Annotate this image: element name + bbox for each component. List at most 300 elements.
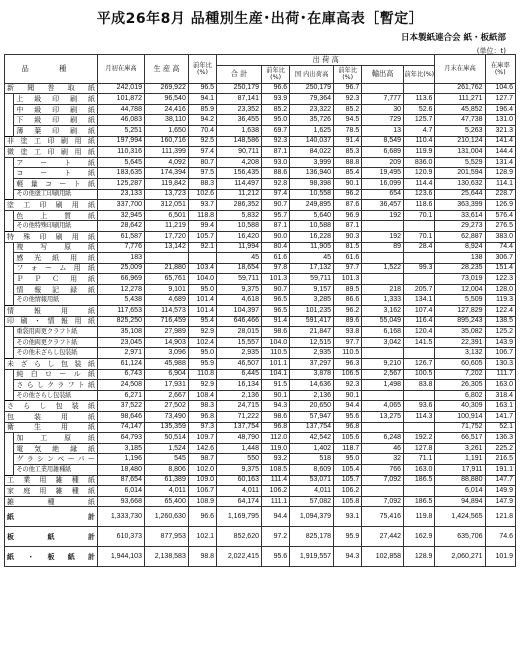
cell-production: 24,416 (144, 104, 188, 115)
cell-domestic: 37,297 (290, 359, 334, 370)
cell-domestic-yoy: 118.7 (334, 443, 362, 454)
table-row (5, 401, 516, 412)
cell-stock-ratio: 128.0 (485, 284, 515, 295)
cell-shipments-total: 9,375 (217, 284, 262, 295)
row-label: 塗 工 印 刷 用 紙 (5, 200, 98, 211)
cell-production: 114,573 (144, 306, 188, 317)
cell-export: 218 (362, 284, 404, 295)
cell-end-stock: 363,399 (435, 200, 485, 211)
cell-domestic: 21,847 (290, 327, 334, 338)
cell-prev-month-stock: 242,019 (97, 83, 144, 94)
indent-spacer (5, 295, 14, 306)
cell-domestic: 136,940 (290, 168, 334, 179)
cell-prev-month-stock: 24,508 (97, 380, 144, 391)
cell-production-yoy: 105.7 (188, 231, 216, 242)
table-row (5, 189, 516, 200)
indent-spacer (5, 433, 14, 444)
cell-end-stock: 3,261 (435, 443, 485, 454)
cell-export (362, 348, 404, 359)
cell-export-yoy (404, 83, 435, 94)
cell-stock-ratio: 143.9 (485, 337, 515, 348)
row-label: その他特殊印刷用紙 (14, 221, 98, 232)
cell-export-yoy (404, 486, 435, 497)
cell-stock-ratio: 163.0 (485, 380, 515, 391)
row-label: 工 業 用 雑 種 紙 (5, 475, 98, 486)
cell-domestic: 250,179 (290, 83, 334, 94)
cell-export: 3,042 (362, 337, 404, 348)
cell-shipments-total-yoy: 95.7 (261, 210, 289, 221)
cell-production-yoy: 80.7 (188, 157, 216, 168)
indent-spacer (5, 125, 14, 136)
cell-domestic-yoy: 94.3 (334, 547, 362, 567)
indent-spacer (5, 274, 14, 285)
organization-name: 日本製紙連合会 紙・板紙部 (401, 33, 506, 43)
cell-shipments-total-yoy: 94.3 (261, 401, 289, 412)
cell-export-yoy: 836.0 (404, 157, 435, 168)
production-table (4, 54, 516, 567)
cell-domestic-yoy: 105.4 (334, 464, 362, 475)
indent-spacer (5, 221, 14, 232)
cell-export-yoy: 83.8 (404, 380, 435, 391)
cell-shipments-total-yoy: 119.0 (261, 443, 289, 454)
cell-shipments-total-yoy: 85.2 (261, 104, 289, 115)
cell-export-yoy (404, 348, 435, 359)
row-label: 色 上 質 紙 (14, 210, 98, 221)
cell-production: 160,716 (144, 136, 188, 147)
cell-export: 46 (362, 443, 404, 454)
cell-domestic: 1,919,557 (290, 547, 334, 567)
cell-prev-month-stock: 101,872 (97, 94, 144, 105)
cell-export-yoy: 123.6 (404, 189, 435, 200)
cell-export: 30 (362, 104, 404, 115)
table-row (5, 242, 516, 253)
cell-production: 1,260,630 (144, 507, 188, 527)
cell-prev-month-stock: 74,147 (97, 422, 144, 433)
table-row (5, 147, 516, 158)
cell-shipments-total: 137,754 (217, 422, 262, 433)
cell-production-yoy: 92.1 (188, 242, 216, 253)
cell-production: 8,806 (144, 464, 188, 475)
cell-end-stock: 130,632 (435, 178, 485, 189)
header-domestic: 国 内出荷高 (290, 65, 334, 83)
cell-shipments-total: 2,935 (217, 348, 262, 359)
cell-stock-ratio: 119.3 (485, 295, 515, 306)
cell-domestic-yoy: 85.2 (334, 104, 362, 115)
cell-domestic-yoy: 106.5 (334, 369, 362, 380)
cell-production-yoy: 99.4 (188, 221, 216, 232)
table-row (5, 443, 516, 454)
cell-prev-month-stock: 6,743 (97, 369, 144, 380)
cell-domestic: 98,398 (290, 178, 334, 189)
cell-shipments-total: 286,352 (217, 200, 262, 211)
cell-production: 1,650 (144, 125, 188, 136)
cell-export: 13,275 (362, 412, 404, 423)
cell-stock-ratio: 225.2 (485, 443, 515, 454)
cell-end-stock: 5,509 (435, 295, 485, 306)
cell-production-yoy: 104.0 (188, 274, 216, 285)
cell-shipments-total-yoy: 69.7 (261, 125, 289, 136)
cell-domestic: 12,515 (290, 337, 334, 348)
table-row (5, 306, 516, 317)
cell-shipments-total-yoy: 104.1 (261, 369, 289, 380)
cell-stock-ratio: 126.9 (485, 200, 515, 211)
cell-export-yoy: 118.6 (404, 200, 435, 211)
unit-label: (単位：t) (476, 47, 506, 55)
indent-spacer (5, 337, 14, 348)
cell-stock-ratio: 321.3 (485, 125, 515, 136)
indent-spacer (5, 454, 14, 465)
cell-production: 4,092 (144, 157, 188, 168)
cell-end-stock: 131,004 (435, 147, 485, 158)
cell-shipments-total: 24,715 (217, 401, 262, 412)
cell-prev-month-stock: 61,587 (97, 231, 144, 242)
cell-domestic-yoy: 88.8 (334, 157, 362, 168)
cell-production-yoy: 85.9 (188, 104, 216, 115)
cell-end-stock: 26,305 (435, 380, 485, 391)
cell-export: 75,416 (362, 507, 404, 527)
cell-production: 13,142 (144, 242, 188, 253)
cell-prev-month-stock: 6,014 (97, 486, 144, 497)
cell-stock-ratio: 74.6 (485, 527, 515, 547)
cell-domestic: 825,178 (290, 527, 334, 547)
cell-end-stock: 1,424,565 (435, 507, 485, 527)
header-total: 合 計 (217, 65, 262, 83)
row-label: その他情報用紙 (14, 295, 98, 306)
cell-shipments-total: 4,208 (217, 157, 262, 168)
cell-end-stock: 25,644 (435, 189, 485, 200)
cell-prev-month-stock: 2,971 (97, 348, 144, 359)
cell-shipments-total: 4,011 (217, 486, 262, 497)
cell-shipments-total: 10,588 (217, 221, 262, 232)
row-label: グラシンペーパー (14, 454, 98, 465)
cell-end-stock: 1,191 (435, 454, 485, 465)
cell-export-yoy: 99.3 (404, 263, 435, 274)
cell-end-stock: 60,605 (435, 359, 485, 370)
cell-domestic: 3,285 (290, 295, 334, 306)
cell-domestic-yoy: 96.2 (334, 189, 362, 200)
cell-end-stock: 22,391 (435, 337, 485, 348)
cell-shipments-total-yoy: 91.4 (261, 316, 289, 327)
cell-stock-ratio: 191.1 (485, 464, 515, 475)
row-label: 紙 ・ 板 紙 計 (5, 547, 98, 567)
cell-prev-month-stock: 110,316 (97, 147, 144, 158)
cell-domestic-yoy: 105.6 (334, 433, 362, 444)
header-item: 品 種 (5, 55, 98, 84)
table-row (5, 274, 516, 285)
cell-prev-month-stock: 125,287 (97, 178, 144, 189)
cell-export-yoy: 127.8 (404, 443, 435, 454)
cell-production: 11,219 (144, 221, 188, 232)
cell-shipments-total-yoy: 98.6 (261, 327, 289, 338)
indent-spacer (5, 253, 14, 264)
indent-spacer (5, 115, 14, 126)
cell-stock-ratio: 130.3 (485, 359, 515, 370)
table-row (5, 369, 516, 380)
cell-domestic: 1,402 (290, 443, 334, 454)
cell-shipments-total: 4,618 (217, 295, 262, 306)
cell-shipments-total-yoy: 98.6 (261, 412, 289, 423)
cell-stock-ratio: 318.4 (485, 390, 515, 401)
cell-end-stock: 111,271 (435, 94, 485, 105)
cell-production-yoy: 97.3 (188, 422, 216, 433)
cell-shipments-total-yoy: 88.6 (261, 168, 289, 179)
cell-end-stock: 8,924 (435, 242, 485, 253)
cell-shipments-total-yoy: 96.6 (261, 83, 289, 94)
indent-spacer (5, 94, 14, 105)
cell-export (362, 274, 404, 285)
row-label: 軽 量 コ ー ト 紙 (14, 178, 98, 189)
cell-shipments-total: 46,507 (217, 359, 262, 370)
cell-prev-month-stock: 183,635 (97, 168, 144, 179)
header-production-yoy: 前年比(%) (188, 55, 216, 84)
row-label: 感 光 紙 用 紙 (14, 253, 98, 264)
cell-export: 4,065 (362, 401, 404, 412)
header-production: 生 産 高 (144, 55, 188, 84)
cell-shipments-total: 90,711 (217, 147, 262, 158)
cell-export-yoy: 119.8 (404, 507, 435, 527)
table-row (5, 221, 516, 232)
cell-domestic: 10,588 (290, 221, 334, 232)
table-row (5, 412, 516, 423)
row-label: その他未ざらし包装紙 (14, 348, 98, 359)
cell-prev-month-stock: 610,373 (97, 527, 144, 547)
cell-shipments-total-yoy: 93.9 (261, 94, 289, 105)
cell-export (362, 253, 404, 264)
cell-prev-month-stock: 5,645 (97, 157, 144, 168)
row-label: Ｐ Ｐ Ｃ 用 紙 (14, 274, 98, 285)
cell-production-yoy: 118.8 (188, 210, 216, 221)
table-row (5, 475, 516, 486)
cell-export: 7,777 (362, 94, 404, 105)
table-row (5, 284, 516, 295)
cell-shipments-total-yoy: 93.0 (261, 157, 289, 168)
cell-shipments-total: 852,620 (217, 527, 262, 547)
cell-prev-month-stock: 18,480 (97, 464, 144, 475)
cell-end-stock: 71,752 (435, 422, 485, 433)
cell-export-yoy: 120.4 (404, 327, 435, 338)
table-row (5, 433, 516, 444)
cell-production-yoy: 92.9 (188, 327, 216, 338)
cell-domestic-yoy: 87.1 (334, 221, 362, 232)
cell-shipments-total-yoy: 87.1 (261, 221, 289, 232)
row-label: 純 白 ロ ー ル 紙 (14, 369, 98, 380)
header-end-stock: 月末在庫高 (435, 55, 485, 84)
cell-domestic-yoy: 106.2 (334, 486, 362, 497)
cell-domestic-yoy: 93.1 (334, 507, 362, 527)
cell-end-stock: 6,014 (435, 486, 485, 497)
cell-end-stock: 17,911 (435, 464, 485, 475)
cell-shipments-total-yoy: 112.0 (261, 433, 289, 444)
cell-end-stock: 66,517 (435, 433, 485, 444)
cell-production: 21,880 (144, 263, 188, 274)
cell-shipments-total: 71,222 (217, 412, 262, 423)
cell-shipments-total: 250,179 (217, 83, 262, 94)
cell-domestic: 249,895 (290, 200, 334, 211)
cell-domestic: 20,650 (290, 401, 334, 412)
indent-spacer (5, 390, 14, 401)
indent-spacer (5, 284, 14, 295)
cell-shipments-total-yoy: 111.1 (261, 496, 289, 507)
row-label: 情 報 用 紙 (5, 306, 98, 317)
cell-prev-month-stock: 337,700 (97, 200, 144, 211)
table-row (5, 464, 516, 475)
cell-export-yoy: 163.0 (404, 464, 435, 475)
cell-domestic: 16,228 (290, 231, 334, 242)
cell-domestic: 1,625 (290, 125, 334, 136)
row-label: 薄 葉 印 刷 紙 (14, 125, 98, 136)
cell-export-yoy (404, 221, 435, 232)
cell-export-yoy: 70.1 (404, 210, 435, 221)
cell-export-yoy: 4.7 (404, 125, 435, 136)
cell-shipments-total: 1,169,795 (217, 507, 262, 527)
cell-shipments-total: 1,448 (217, 443, 262, 454)
cell-production-yoy: 101.4 (188, 295, 216, 306)
cell-export: 16,099 (362, 178, 404, 189)
table-row (5, 178, 516, 189)
cell-domestic: 57,947 (290, 412, 334, 423)
cell-end-stock: 261,762 (435, 83, 485, 94)
cell-domestic: 2,935 (290, 348, 334, 359)
row-label: その他さらし包装紙 (14, 390, 98, 401)
cell-domestic-yoy: 92.3 (334, 94, 362, 105)
cell-prev-month-stock: 28,642 (97, 221, 144, 232)
cell-production: 3,096 (144, 348, 188, 359)
table-row (5, 210, 516, 221)
cell-shipments-total: 104,397 (217, 306, 262, 317)
row-label: その他工業用雑種紙 (14, 464, 98, 475)
cell-domestic: 84,022 (290, 147, 334, 158)
cell-production-yoy: 97.5 (188, 168, 216, 179)
cell-stock-ratio: 122.3 (485, 274, 515, 285)
cell-export: 32 (362, 454, 404, 465)
cell-production-yoy (188, 253, 216, 264)
cell-end-stock: 895,243 (435, 316, 485, 327)
cell-export-yoy: 125.7 (404, 115, 435, 126)
cell-export-yoy (404, 422, 435, 433)
row-label: その他両更クラフト紙 (14, 337, 98, 348)
header-total-yoy: 前年比(%) (261, 65, 289, 83)
cell-domestic: 10,558 (290, 189, 334, 200)
cell-domestic: 1,094,379 (290, 507, 334, 527)
cell-stock-ratio: 216.5 (485, 454, 515, 465)
cell-prev-month-stock: 46,083 (97, 115, 144, 126)
cell-stock-ratio: 52.1 (485, 422, 515, 433)
cell-production-yoy: 97.4 (188, 147, 216, 158)
cell-export-yoy: 119.9 (404, 147, 435, 158)
cell-end-stock: 5,529 (435, 157, 485, 168)
cell-end-stock: 5,263 (435, 125, 485, 136)
row-label: 下 級 印 刷 紙 (14, 115, 98, 126)
cell-domestic: 53,071 (290, 475, 334, 486)
cell-domestic-yoy: 96.7 (334, 83, 362, 94)
cell-shipments-total-yoy: 95.0 (261, 115, 289, 126)
cell-shipments-total: 2,136 (217, 390, 262, 401)
cell-shipments-total: 60,163 (217, 475, 262, 486)
cell-export: 209 (362, 157, 404, 168)
cell-shipments-total-yoy: 92.3 (261, 136, 289, 147)
cell-prev-month-stock: 5,251 (97, 125, 144, 136)
cell-domestic: 140,037 (290, 136, 334, 147)
cell-export-yoy: 186.5 (404, 496, 435, 507)
cell-stock-ratio: 228.7 (485, 189, 515, 200)
cell-end-stock: 94,894 (435, 496, 485, 507)
table-row (5, 83, 516, 94)
cell-end-stock: 73,019 (435, 274, 485, 285)
cell-end-stock: 127,829 (435, 306, 485, 317)
cell-shipments-total-yoy: 90.0 (261, 231, 289, 242)
cell-prev-month-stock: 98,646 (97, 412, 144, 423)
cell-prev-month-stock: 93,668 (97, 496, 144, 507)
cell-production: 17,720 (144, 231, 188, 242)
cell-domestic: 17,132 (290, 263, 334, 274)
cell-prev-month-stock: 197,994 (97, 136, 144, 147)
cell-production: 4,011 (144, 486, 188, 497)
cell-production-yoy: 96.8 (188, 412, 216, 423)
cell-export-yoy: 70.1 (404, 231, 435, 242)
cell-production: 1,524 (144, 443, 188, 454)
cell-domestic: 101,235 (290, 306, 334, 317)
cell-shipments-total: 5,832 (217, 210, 262, 221)
cell-end-stock: 62,887 (435, 231, 485, 242)
cell-prev-month-stock: 5,438 (97, 295, 144, 306)
table-row (5, 231, 516, 242)
cell-production: 9,101 (144, 284, 188, 295)
cell-shipments-total-yoy: 111.4 (261, 475, 289, 486)
indent-spacer (5, 242, 14, 253)
row-label: 上 級 印 刷 紙 (14, 94, 98, 105)
cell-end-stock: 3,132 (435, 348, 485, 359)
cell-production-yoy: 93.7 (188, 200, 216, 211)
cell-domestic: 591,417 (290, 316, 334, 327)
cell-prev-month-stock: 7,776 (97, 242, 144, 253)
cell-stock-ratio: 121.8 (485, 507, 515, 527)
cell-stock-ratio: 131.0 (485, 115, 515, 126)
cell-domestic: 11,905 (290, 242, 334, 253)
cell-prev-month-stock: 117,653 (97, 306, 144, 317)
cell-shipments-total: 48,790 (217, 433, 262, 444)
cell-prev-month-stock: 183 (97, 253, 144, 264)
cell-production: 6,904 (144, 369, 188, 380)
row-label: 加 工 原 紙 (14, 433, 98, 444)
table-row (5, 316, 516, 327)
cell-shipments-total: 6,445 (217, 369, 262, 380)
cell-export-yoy: 126.7 (404, 359, 435, 370)
cell-stock-ratio: 306.7 (485, 253, 515, 264)
cell-export (362, 422, 404, 433)
cell-end-stock: 45,852 (435, 104, 485, 115)
cell-shipments-total: 11,994 (217, 242, 262, 253)
cell-production-yoy: 142.6 (188, 443, 216, 454)
cell-shipments-total-yoy: 93.2 (261, 454, 289, 465)
cell-domestic: 3,878 (290, 369, 334, 380)
cell-domestic-yoy: 94.4 (334, 401, 362, 412)
cell-domestic-yoy: 96.3 (334, 359, 362, 370)
cell-production: 65,400 (144, 496, 188, 507)
cell-production-yoy: 95.0 (188, 348, 216, 359)
cell-production-yoy: 88.3 (188, 178, 216, 189)
cell-prev-month-stock: 25,009 (97, 263, 144, 274)
table-row (5, 327, 516, 338)
cell-export-yoy: 116.4 (404, 316, 435, 327)
cell-production-yoy: 103.4 (188, 263, 216, 274)
cell-domestic-yoy: 96.9 (334, 210, 362, 221)
cell-domestic-yoy: 91.4 (334, 136, 362, 147)
cell-stock-ratio: 141.7 (485, 412, 515, 423)
cell-domestic-yoy: 97.7 (334, 337, 362, 348)
cell-domestic: 23,322 (290, 104, 334, 115)
cell-prev-month-stock: 87,654 (97, 475, 144, 486)
cell-shipments-total-yoy: 96.8 (261, 422, 289, 433)
